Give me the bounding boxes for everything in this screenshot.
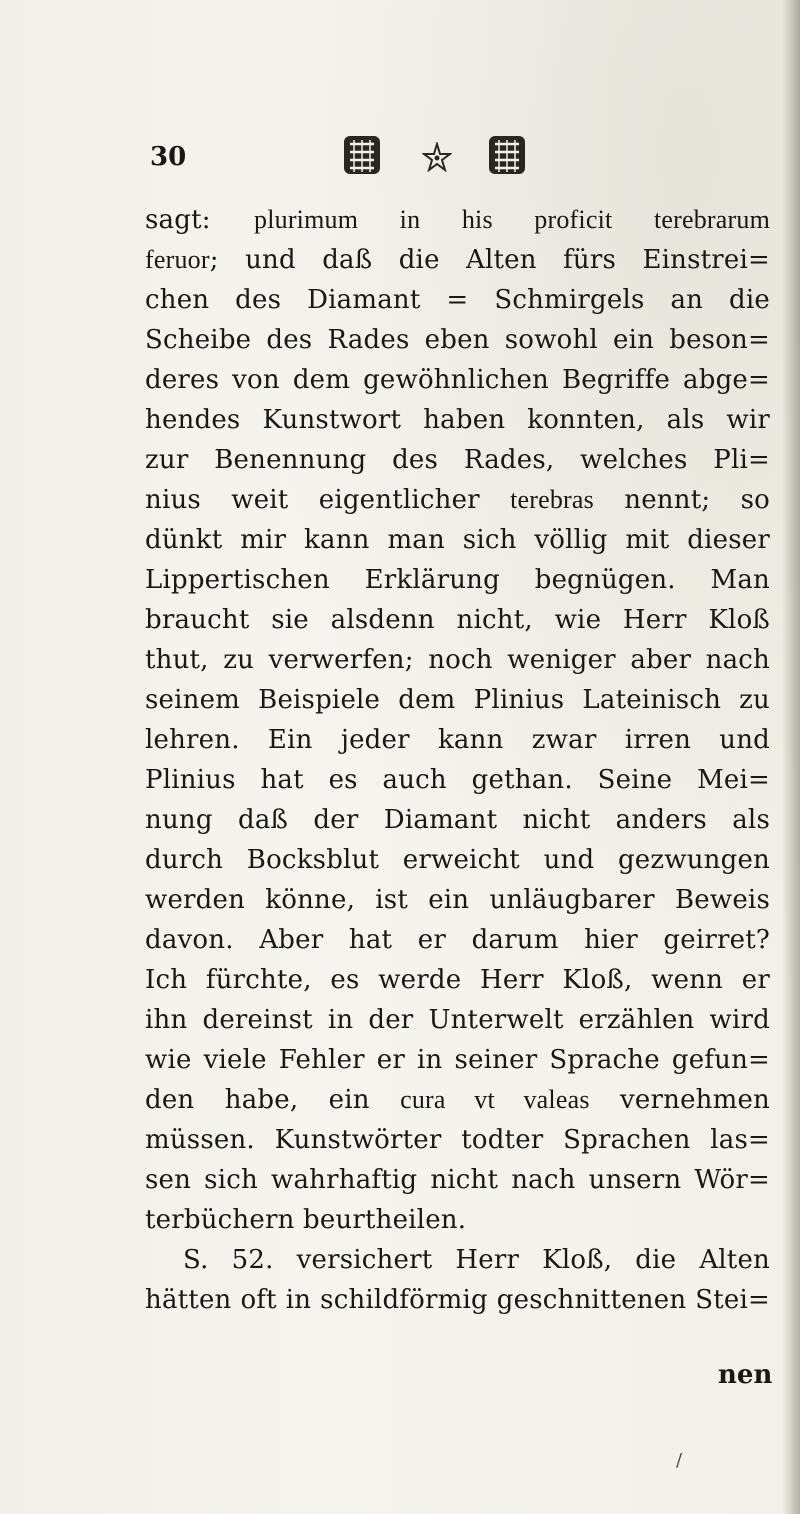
- text-line: durch Bocksblut erweicht und gezwungen: [145, 845, 770, 875]
- page-edge-shadow: [782, 0, 800, 1514]
- text-line: sagt: plurimum in his proficit terebrarum: [145, 205, 770, 235]
- text-line: lehren. Ein jeder kann zwar irren und: [145, 725, 770, 755]
- text-line: wie viele Fehler er in seiner Sprache gefun=: [145, 1045, 770, 1075]
- text-line: Plinius hat es auch gethan. Seine Mei=: [145, 765, 770, 795]
- ornament-right-icon: [485, 130, 529, 180]
- latin-phrase: cura vt valeas: [400, 1085, 590, 1114]
- text-line: S. 52. versichert Herr Kloß, die Alten: [183, 1245, 770, 1275]
- star-ornament-icon: [422, 142, 452, 172]
- stray-mark: /: [676, 1450, 683, 1471]
- text-line: davon. Aber hat er darum hier geirret?: [145, 925, 770, 955]
- text-line: den habe, ein cura vt valeas vernehmen: [145, 1085, 770, 1115]
- text-line: Scheibe des Rades eben sowohl ein beson=: [145, 325, 770, 355]
- text-line: feruor; und daß die Alten fürs Einstrei=: [145, 245, 770, 275]
- text-line: sen sich wahrhaftig nicht nach unsern Wör=: [145, 1165, 770, 1195]
- text-line: thut, zu verwerfen; noch weniger aber nach: [145, 645, 770, 675]
- text-line: hendes Kunstwort haben konnten, als wir: [145, 405, 770, 435]
- text-line: terbüchern beurtheilen.: [145, 1205, 467, 1235]
- text-line: ihn dereinst in der Unterwelt erzählen wird: [145, 1005, 770, 1035]
- text-line: Ich fürchte, es werde Herr Kloß, wenn er: [145, 965, 770, 995]
- catchword: nen: [718, 1360, 773, 1390]
- latin-phrase: plurimum in his proficit terebrarum: [254, 205, 770, 234]
- text-line: chen des Diamant = Schmirgels an die: [145, 285, 770, 315]
- text-line: dünkt mir kann man sich völlig mit dieser: [145, 525, 770, 555]
- latin-phrase: terebras: [510, 485, 594, 514]
- text-line: nung daß der Diamant nicht anders als: [145, 805, 770, 835]
- text-line: zur Benennung des Rades, welches Pli=: [145, 445, 770, 475]
- page-number: 30: [150, 142, 187, 172]
- text-line: müssen. Kunstwörter todter Sprachen las=: [145, 1125, 770, 1155]
- text-line: nius weit eigentlicher terebras nennt; so: [145, 485, 770, 515]
- text-line: hätten oft in schildförmig geschnittenen Stei=: [145, 1285, 770, 1315]
- page-header: [150, 130, 650, 190]
- text-line: werden könne, ist ein unläugbarer Beweis: [145, 885, 770, 915]
- text-line: Lippertischen Erklärung begnügen. Man: [145, 565, 770, 595]
- text-line: deres von dem gewöhnlichen Begriffe abge=: [145, 365, 770, 395]
- body-text: [145, 200, 770, 1320]
- ornament-left-icon: [340, 130, 384, 180]
- text-line: seinem Beispiele dem Plinius Lateinisch zu: [145, 685, 770, 715]
- text-line: braucht sie alsdenn nicht, wie Herr Kloß: [145, 605, 770, 635]
- latin-phrase: feruor: [145, 245, 210, 274]
